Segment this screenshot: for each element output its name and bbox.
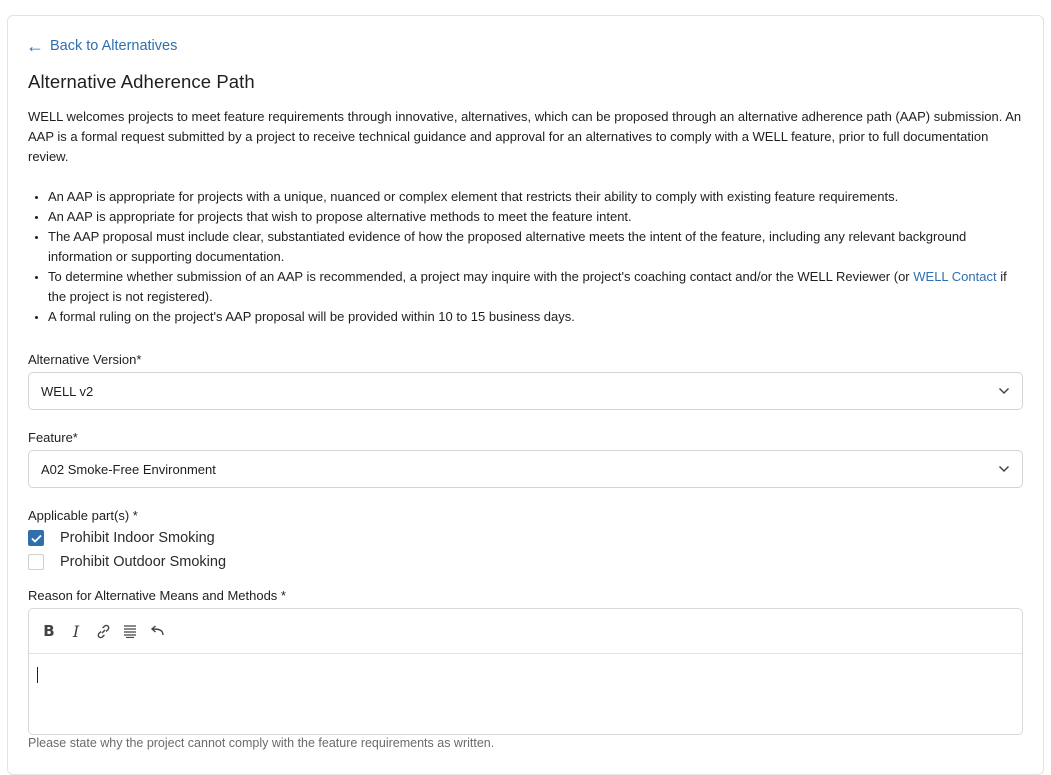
feature-label: Feature* <box>28 430 78 445</box>
version-select[interactable] <box>28 372 1023 410</box>
part-option-outdoor[interactable] <box>28 554 226 570</box>
editor-toolbar <box>29 609 1022 654</box>
indoor-checkbox[interactable] <box>28 530 44 546</box>
reason-editor[interactable] <box>28 608 1023 735</box>
reason-textarea[interactable] <box>29 654 1022 734</box>
indoor-option-label: Prohibit Indoor Smoking <box>60 530 215 546</box>
guidance-list <box>48 187 1028 327</box>
page-title: Alternative Adherence Path <box>28 71 255 92</box>
bold-icon[interactable]: B <box>43 622 55 640</box>
checkmark-icon <box>31 534 42 543</box>
list-item: A formal ruling on the project's AAP proposal will be provided within 10 to 15 business days. <box>48 307 1028 327</box>
intro-paragraph: WELL welcomes projects to meet feature requirements through innovative, alternatives, which can be proposed through an alternative adherence path (AAP) submission. An AAP is a formal request submitted by a project to receive technical guidance and approval for an alternatives to comply with a WELL feature, prior to full documentation review. <box>28 109 1022 164</box>
applicable-parts-label: Applicable part(s) * <box>28 508 138 523</box>
version-label: Alternative Version* <box>28 352 142 367</box>
text-caret <box>37 667 38 683</box>
feature-select-value: A02 Smoke-Free Environment <box>41 461 216 477</box>
well-contact-link[interactable]: WELL Contact <box>913 269 997 284</box>
reason-label: Reason for Alternative Means and Methods * <box>28 588 286 603</box>
list-item: An AAP is appropriate for projects that wish to propose alternative methods to meet the feature intent. <box>48 207 1028 227</box>
align-icon[interactable] <box>121 622 139 640</box>
chevron-down-icon <box>998 387 1010 395</box>
left-arrow-icon: ← <box>26 36 44 56</box>
back-link-label: Back to Alternatives <box>50 38 178 54</box>
list-item: An AAP is appropriate for projects with a unique, nuanced or complex element that restricts their ability to comply with existing feature requirements. <box>48 187 1028 207</box>
list-item: The AAP proposal must include clear, substantiated evidence of how the proposed alternative meets the intent of the feature, including any relevant background information or supporting documentation. <box>48 227 1028 267</box>
feature-select[interactable] <box>28 450 1023 488</box>
list-item-text: if the project is not registered). <box>48 269 1007 304</box>
reason-help-text: Please state why the project cannot comply with the feature requirements as written. <box>28 736 495 750</box>
back-to-alternatives-link[interactable] <box>26 38 177 54</box>
list-item-text: To determine whether submission of an AAP is recommended, a project may inquire with the project's coaching contact and/or the WELL Reviewer (or <box>48 269 914 284</box>
list-item <box>48 267 1028 307</box>
version-select-value: WELL v2 <box>41 383 94 399</box>
link-icon[interactable] <box>94 622 112 640</box>
part-option-indoor[interactable] <box>28 530 215 546</box>
undo-icon[interactable] <box>148 622 166 640</box>
chevron-down-icon <box>998 465 1010 473</box>
italic-icon[interactable]: I <box>72 621 80 641</box>
outdoor-checkbox[interactable] <box>28 554 44 570</box>
outdoor-option-label: Prohibit Outdoor Smoking <box>60 554 227 570</box>
